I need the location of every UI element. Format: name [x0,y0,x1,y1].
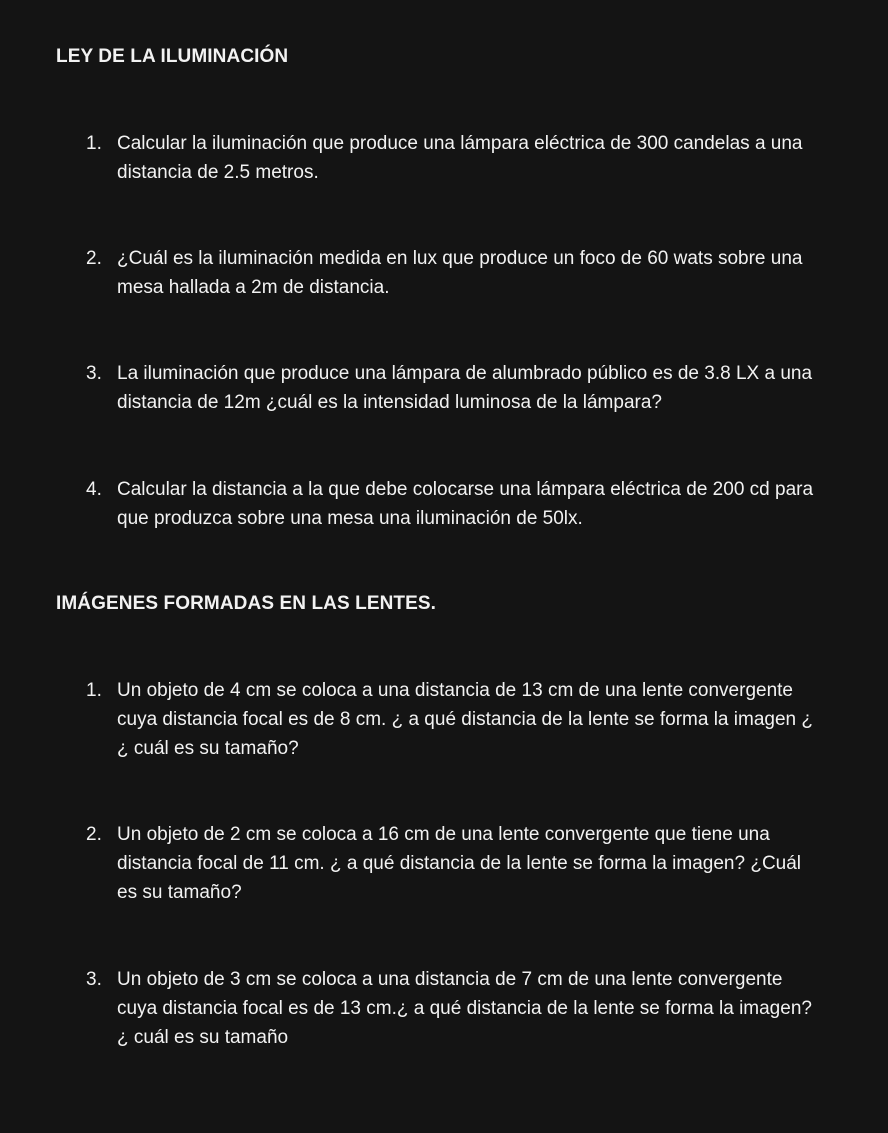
list-item [86,676,826,763]
item-number: 1. [86,133,102,154]
item-number: 4. [86,479,102,500]
section-title-lentes: IMÁGENES FORMADAS EN LAS LENTES. [56,593,437,614]
list-item [86,820,826,907]
item-text: Un objeto de 2 cm se coloca a 16 cm de una lente convergente que tiene una distancia focal de 11 cm. ¿ a qué distancia de la lente se forma la imagen? ¿Cuál es su tamaño? [117,824,802,903]
list-item [86,359,826,417]
list-item [86,475,826,533]
item-text: Calcular la iluminación que produce una lámpara eléctrica de 300 candelas a una distancia de 2.5 metros. [117,133,803,183]
item-text: Un objeto de 4 cm se coloca a una distancia de 13 cm de una lente convergente cuya distancia focal es de 8 cm. ¿ a qué distancia de la lente se forma la imagen ¿ ¿ cuál es su tamaño? [117,680,813,759]
list-item [86,244,826,302]
list-item [86,965,826,1052]
item-number: 1. [86,680,102,701]
item-text: Calcular la distancia a la que debe colocarse una lámpara eléctrica de 200 cd para que produzca sobre una mesa una iluminación de 50lx. [117,479,814,529]
item-text: ¿Cuál es la iluminación medida en lux que produce un foco de 60 wats sobre una mesa hallada a 2m de distancia. [117,248,803,298]
item-text: La iluminación que produce una lámpara de alumbrado público es de 3.8 LX a una distancia de 12m ¿cuál es la intensidad luminosa de la lámpara? [117,363,813,413]
section-title-iluminacion: LEY DE LA ILUMINACIÓN [56,46,289,67]
list-item [86,129,826,187]
item-text: Un objeto de 3 cm se coloca a una distancia de 7 cm de una lente convergente cuya distancia focal es de 13 cm.¿ a qué distancia de la lente se forma la imagen? ¿ cuál es su tamaño [117,969,812,1048]
item-number: 3. [86,363,102,384]
item-number: 2. [86,824,102,845]
item-number: 2. [86,248,102,269]
item-number: 3. [86,969,102,990]
